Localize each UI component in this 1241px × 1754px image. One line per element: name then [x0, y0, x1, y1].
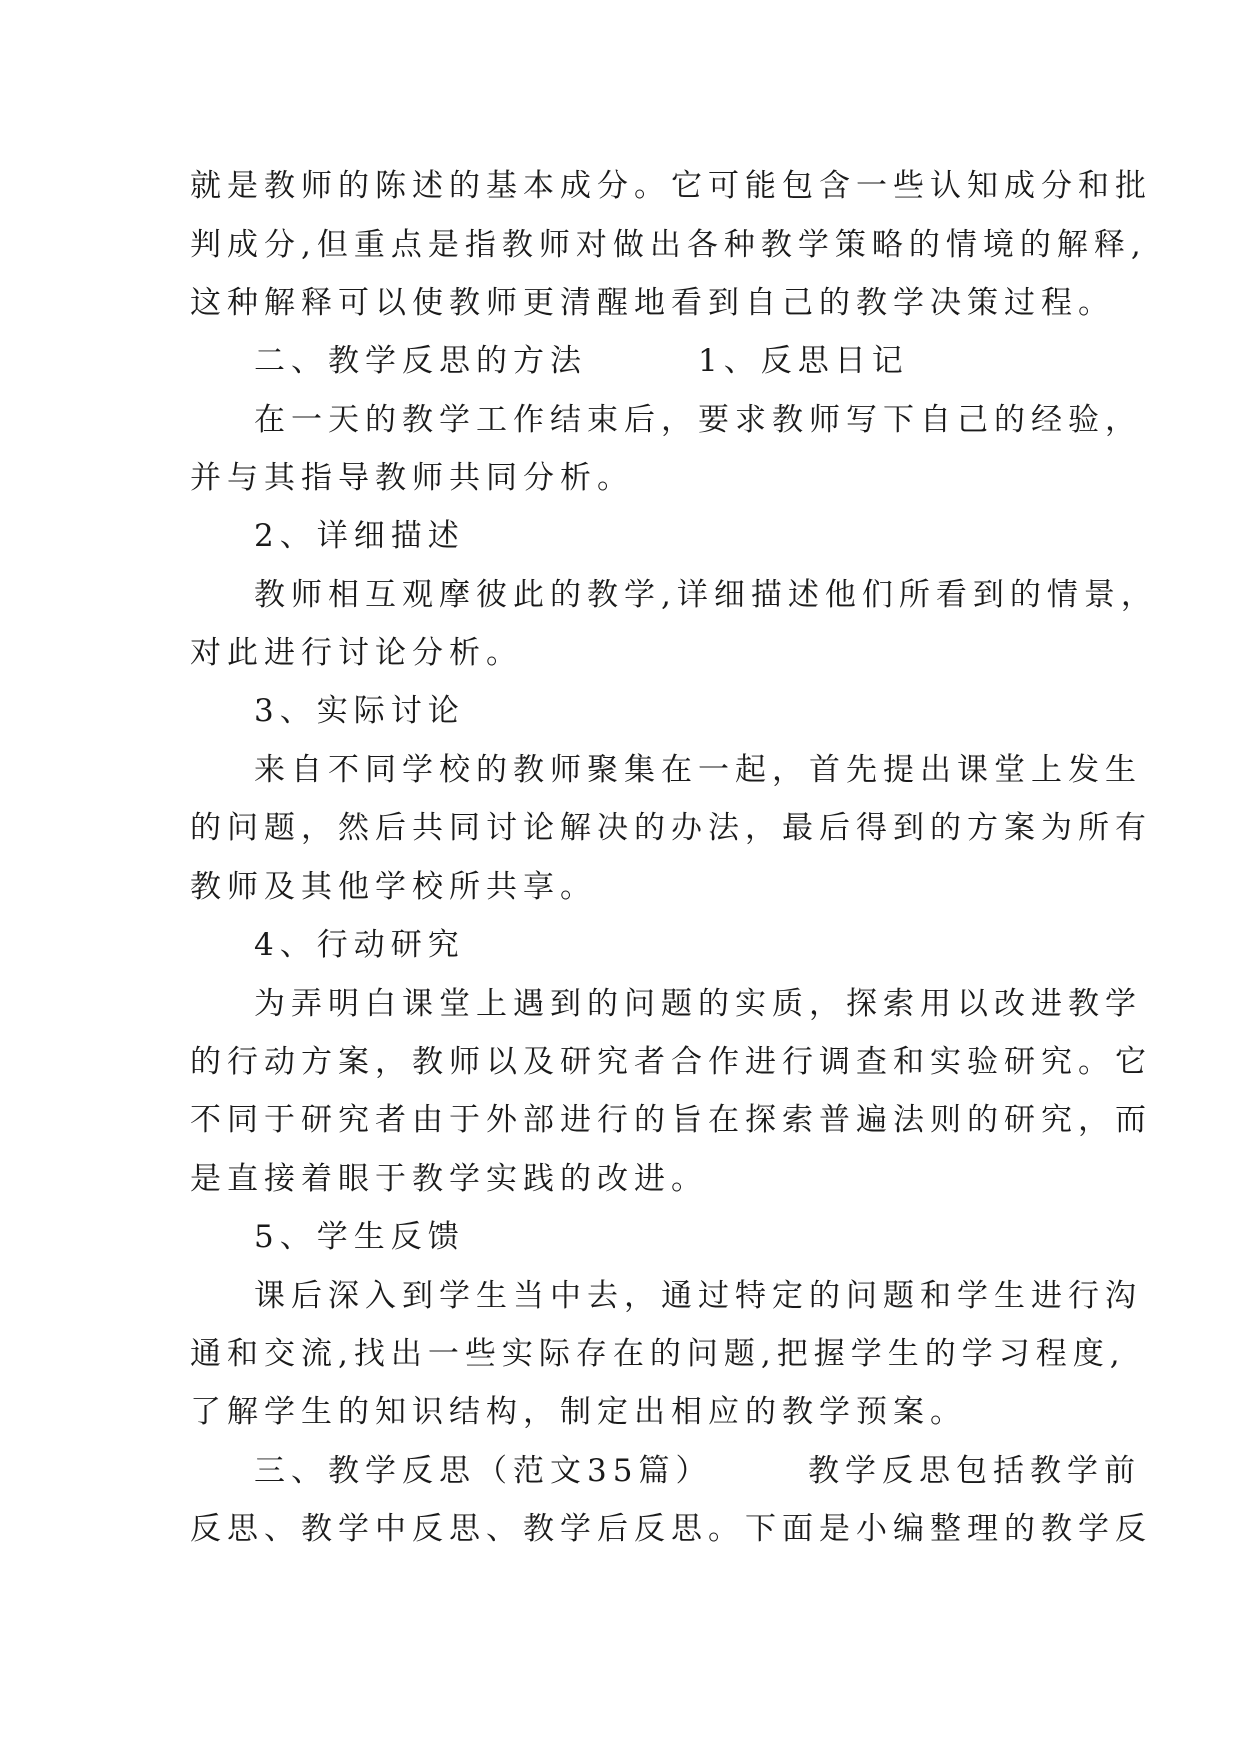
subheading: 5、学生反馈	[254, 1219, 465, 1255]
paragraph-line: 在一天的教学工作结束后，要求教师写下自己的经验，	[254, 402, 1142, 438]
paragraph-line: 判成分,但重点是指教师对做出各种教学策略的情境的解释,	[190, 227, 1147, 263]
paragraph-line: 教师相互观摩彼此的教学,详细描述他们所看到的情景，	[254, 577, 1158, 613]
paragraph-line: 就是教师的陈述的基本成分。它可能包含一些认知成分和批	[190, 168, 1152, 204]
paragraph-line: 这种解释可以使教师更清醒地看到自己的教学决策过程。	[190, 285, 1115, 321]
paragraph-line: 通和交流,找出一些实际存在的问题,把握学生的学习程度,	[190, 1336, 1126, 1372]
paragraph-line: 教师及其他学校所共享。	[190, 869, 597, 905]
paragraph-line: 并与其指导教师共同分析。	[190, 460, 634, 496]
paragraph-line: 对此进行讨论分析。	[190, 635, 523, 671]
paragraph-line: 的行动方案，教师以及研究者合作进行调查和实验研究。它	[190, 1044, 1152, 1080]
paragraph-line: 了解学生的知识结构，制定出相应的教学预案。	[190, 1394, 967, 1430]
paragraph-line: 课后深入到学生当中去，通过特定的问题和学生进行沟	[254, 1278, 1142, 1314]
section-heading: 二、教学反思的方法 1、反思日记	[254, 343, 909, 379]
paragraph-line: 反思、教学中反思、教学后反思。下面是小编整理的教学反	[190, 1511, 1152, 1547]
paragraph-line: 不同于研究者由于外部进行的旨在探索普遍法则的研究，而	[190, 1102, 1152, 1138]
subheading: 3、实际讨论	[254, 693, 465, 729]
subheading: 4、行动研究	[254, 927, 465, 963]
paragraph-line: 为弄明白课堂上遇到的问题的实质，探索用以改进教学	[254, 986, 1142, 1022]
paragraph-line: 是直接着眼于教学实践的改进。	[190, 1161, 708, 1197]
paragraph-line: 来自不同学校的教师聚集在一起，首先提出课堂上发生	[254, 752, 1142, 788]
section-heading: 三、教学反思（范文35篇） 教学反思包括教学前	[254, 1453, 1141, 1489]
paragraph-line: 的问题，然后共同讨论解决的办法，最后得到的方案为所有	[190, 810, 1152, 846]
subheading: 2、详细描述	[254, 518, 465, 554]
